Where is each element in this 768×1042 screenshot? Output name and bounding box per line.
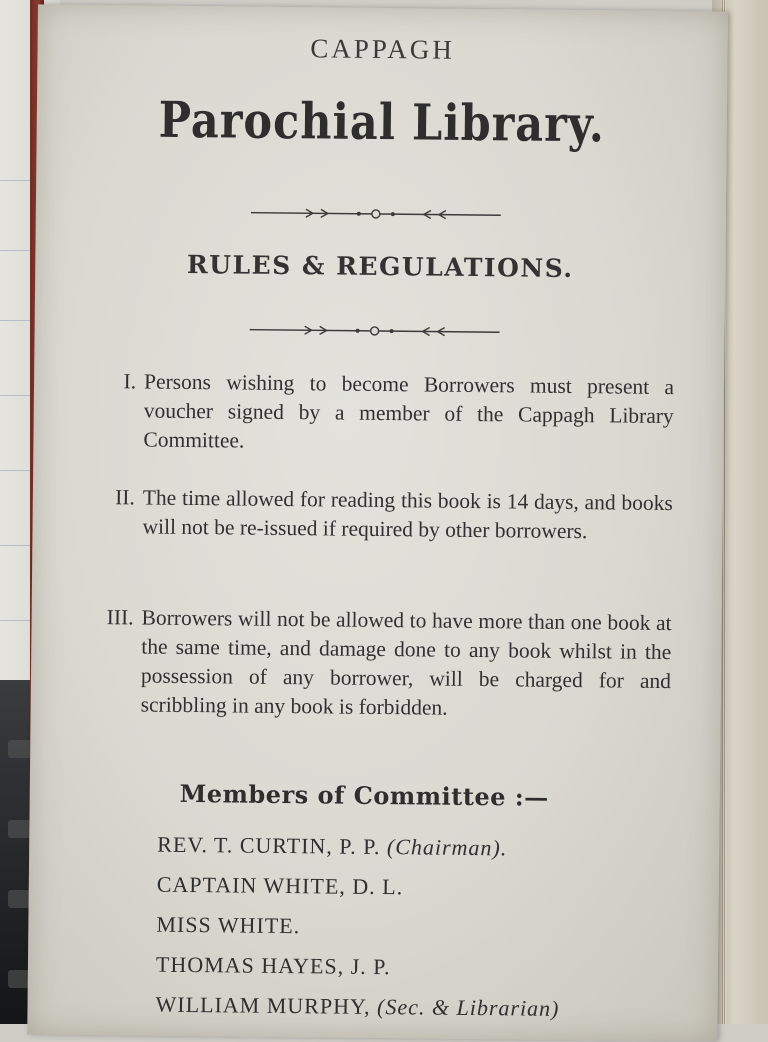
member-role: (Sec. & Librarian): [376, 993, 560, 1021]
ornament-divider: [251, 206, 501, 223]
member-name: CAPTAIN WHITE, D. L.: [156, 871, 404, 900]
member-name: REV. T. CURTIN, P. P.: [157, 831, 381, 860]
member-name: WILLIAM MURPHY,: [155, 991, 371, 1019]
printed-page: [27, 4, 728, 1041]
rule-text: The time allowed for reading this book is 14 days, and books will not be re-issued if required by other borrowers.: [142, 485, 673, 544]
rule-item: [74, 367, 675, 453]
rule-text: Borrowers will not be allowed to have more than one book at the same time, and damage done to any book whilst in the possession of any borrower, will be charged for and scribbling in any book is forbidden.: [140, 605, 672, 720]
committee-member: [157, 832, 507, 862]
rule-item: [73, 483, 673, 544]
member-role: (Chairman).: [386, 834, 508, 861]
rule-text: Persons wishing to become Borrowers must present a voucher signed by a member of the Cappagh Library Committee.: [143, 369, 675, 453]
library-title: Parochial Library.: [158, 91, 606, 155]
committee-member: [156, 952, 391, 980]
member-name: MISS WHITE.: [156, 911, 301, 939]
ornament-divider: [250, 323, 500, 340]
committee-member: [156, 912, 300, 940]
member-name: THOMAS HAYES, J. P.: [155, 951, 391, 980]
committee-member: [155, 992, 559, 1022]
rule-number: I.: [123, 369, 137, 394]
rule-number: III.: [106, 605, 134, 630]
committee-heading: Members of Committee :—: [179, 778, 549, 812]
rule-item: [72, 603, 672, 720]
committee-member: [157, 872, 404, 901]
rule-number: II.: [115, 485, 135, 510]
rules-heading: RULES & REGULATIONS.: [186, 249, 574, 284]
library-location: CAPPAGH: [310, 33, 456, 65]
